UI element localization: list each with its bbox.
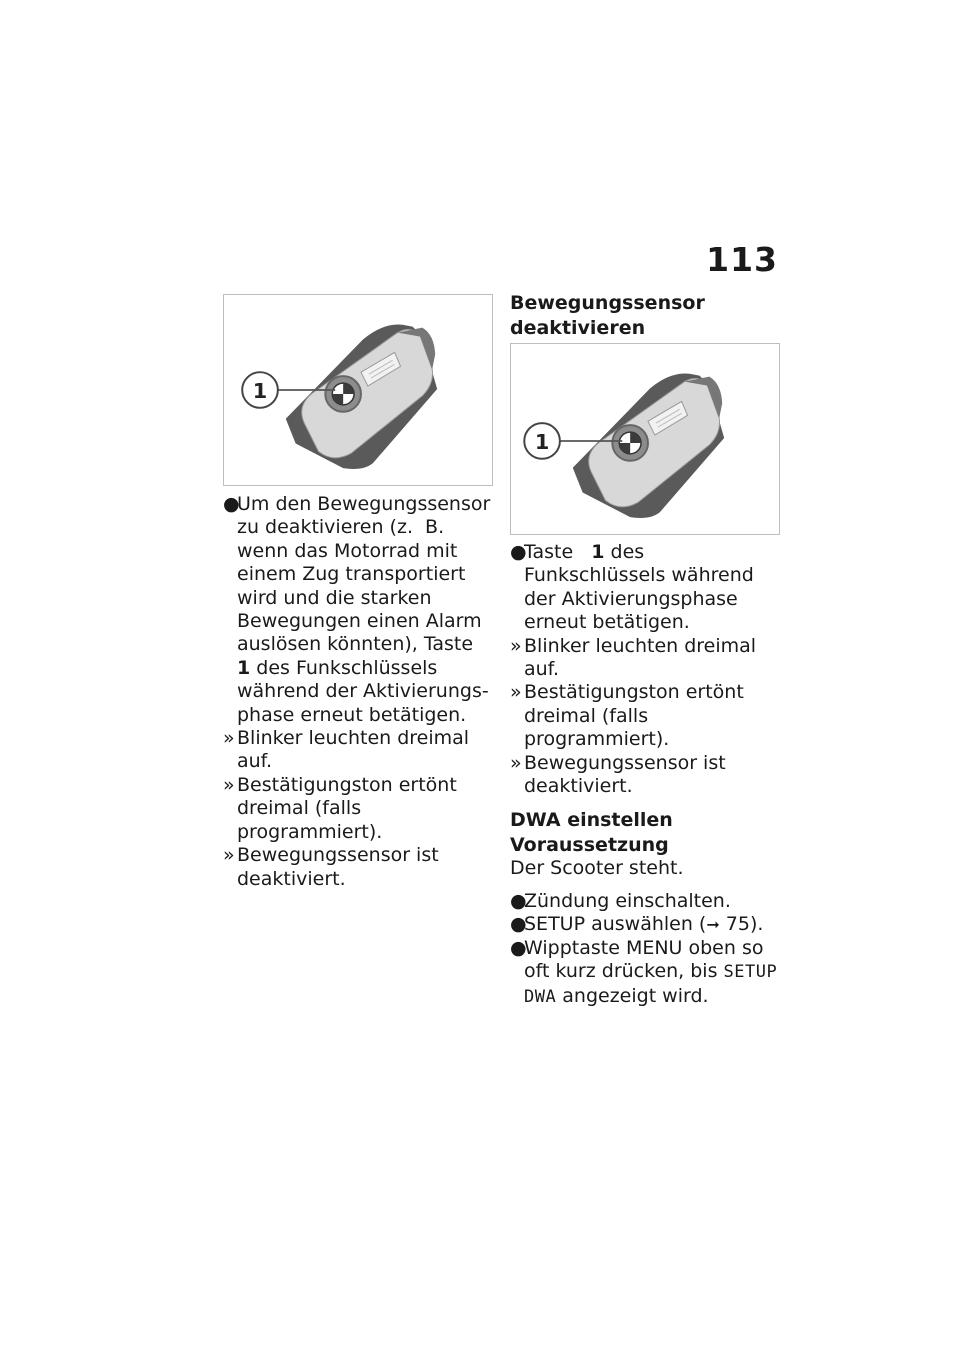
key-fob-figure-left bbox=[223, 294, 493, 486]
list-item bbox=[223, 727, 495, 774]
result-marker: » bbox=[223, 844, 235, 867]
key-fob-illustration bbox=[511, 344, 779, 534]
sub-heading-prerequisite: Voraussetzung bbox=[510, 833, 669, 856]
bullet-marker: ● bbox=[223, 493, 240, 515]
step-text: des Funkschlüssels während der Aktivierungsphase erneut betätigen. bbox=[524, 541, 754, 634]
result-text: Blinker leuchten dreimal auf. bbox=[237, 727, 470, 773]
page-number: 113 bbox=[706, 240, 778, 279]
list-item bbox=[510, 937, 782, 1009]
step-text: angezeigt wird. bbox=[556, 984, 709, 1007]
section-heading-motion-sensor: Bewegungssensor deaktivieren bbox=[510, 292, 705, 339]
list-item bbox=[510, 913, 782, 936]
step-text: Zündung einschalten. bbox=[524, 889, 731, 912]
step-text: des Funkschlüssels während der Aktivierungsphase erneut betätigen. bbox=[237, 656, 489, 726]
left-column bbox=[223, 294, 495, 891]
list-item bbox=[223, 493, 495, 727]
right-steps-list bbox=[510, 541, 782, 798]
bullet-marker: ● bbox=[510, 913, 527, 936]
figure-callout-number: 1 bbox=[252, 378, 268, 403]
list-item bbox=[510, 541, 782, 635]
result-marker: » bbox=[223, 773, 235, 796]
result-text: Bestätigungston ertönt dreimal (falls programmiert). bbox=[237, 773, 457, 843]
bullet-marker: ● bbox=[510, 936, 527, 959]
step-text: Wipptaste MENU oben so oft kurz drücken, bis bbox=[524, 936, 764, 983]
result-marker: » bbox=[510, 681, 522, 704]
result-text: Blinker leuchten dreimal auf. bbox=[524, 634, 757, 681]
list-item bbox=[510, 681, 782, 751]
bullet-marker: ● bbox=[510, 541, 527, 563]
step-text: Um den Bewegungssensor zu deaktivieren (z. B. wenn das Motorrad mit einem Zug transportiert wird und die starken Bewegungen einen Alarm auslösen könnten), Taste bbox=[237, 493, 491, 656]
page-reference-arrow-icon: ➞ bbox=[706, 915, 720, 935]
result-text: Bewegungssensor ist deaktiviert. bbox=[237, 844, 439, 890]
prerequisite-text: Der Scooter steht. bbox=[510, 857, 684, 880]
list-item bbox=[510, 635, 782, 682]
left-steps-list bbox=[223, 493, 495, 891]
result-marker: » bbox=[223, 727, 235, 750]
list-item bbox=[510, 890, 782, 913]
alarm-setup-steps-list bbox=[510, 890, 782, 1009]
step-text: Taste bbox=[524, 541, 592, 563]
right-column bbox=[510, 291, 782, 1009]
step-text: SETUP auswählen ( bbox=[524, 913, 707, 936]
key-fob-illustration bbox=[224, 295, 492, 485]
bullet-marker: ● bbox=[510, 889, 527, 912]
result-text: Bestätigungston ertönt dreimal (falls programmiert). bbox=[524, 681, 744, 751]
page-reference: 75). bbox=[719, 913, 764, 936]
callout-reference: 1 bbox=[237, 656, 251, 679]
key-fob-figure-right bbox=[510, 343, 780, 535]
section-heading-alarm-setup: DWA einstellen bbox=[510, 809, 673, 832]
list-item bbox=[223, 774, 495, 844]
list-item bbox=[510, 752, 782, 799]
figure-callout-number: 1 bbox=[534, 429, 550, 454]
result-marker: » bbox=[510, 751, 522, 774]
list-item bbox=[223, 844, 495, 891]
display-text: SETUP DWA bbox=[524, 962, 778, 1007]
callout-reference: 1 bbox=[591, 541, 605, 563]
result-text: Bewegungssensor ist deaktiviert. bbox=[524, 751, 726, 798]
result-marker: » bbox=[510, 634, 522, 657]
